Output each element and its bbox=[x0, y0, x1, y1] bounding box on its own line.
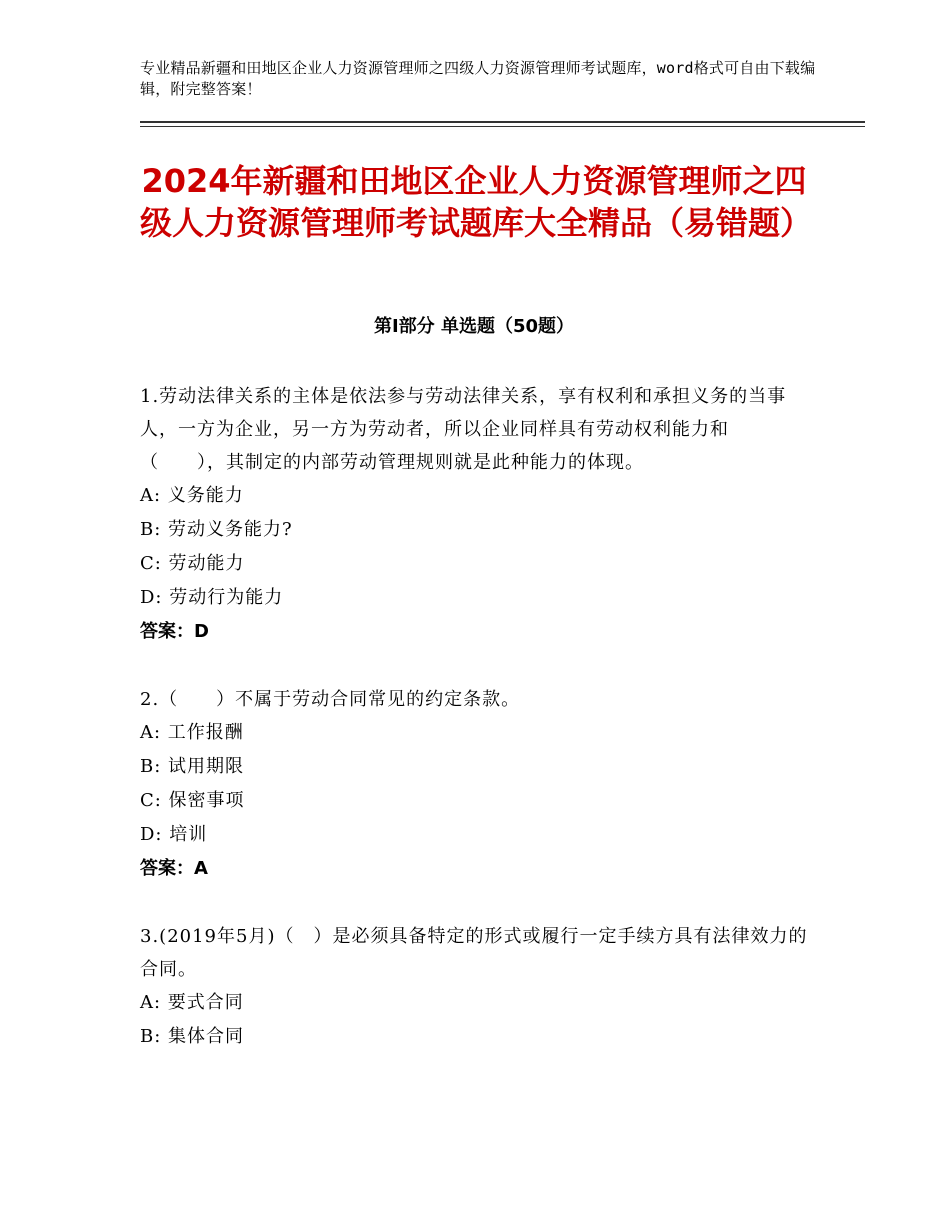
option-a: A: 工作报酬 bbox=[140, 722, 244, 743]
question-stem: 3.(2019年5月)（ ）是必须具备特定的形式或履行一定手续方具有法律效力的合同。 bbox=[140, 926, 808, 980]
option-c: C: 劳动能力 bbox=[140, 553, 245, 574]
question-2 bbox=[140, 683, 810, 886]
header-divider-thin bbox=[140, 126, 865, 127]
option-a: A: 要式合同 bbox=[140, 992, 244, 1013]
option-c: C: 保密事项 bbox=[140, 790, 245, 811]
answer-line: 答案：D bbox=[140, 621, 209, 642]
option-d: D: 劳动行为能力 bbox=[140, 587, 284, 608]
question-3 bbox=[140, 920, 810, 1054]
header-note: 专业精品新疆和田地区企业人力资源管理师之四级人力资源管理师考试题库，word格式可自由下载编辑，附完整答案！ bbox=[140, 59, 816, 98]
answer-line: 答案：A bbox=[140, 858, 208, 879]
question-stem: 1.劳动法律关系的主体是依法参与劳动法律关系，享有权利和承担义务的当事人，一方为企业，另一方为劳动者，所以企业同样具有劳动权利能力和（ ），其制定的内部劳动管理规则就是此种能力的体现。 bbox=[140, 386, 787, 473]
question-stem: 2.（ ）不属于劳动合同常见的约定条款。 bbox=[140, 689, 521, 710]
header-divider-thick bbox=[140, 121, 865, 123]
question-1 bbox=[140, 380, 810, 649]
question-list bbox=[140, 380, 810, 1088]
option-a: A: 义务能力 bbox=[140, 485, 244, 506]
option-b: B: 集体合同 bbox=[140, 1026, 245, 1047]
document-title: 2024年新疆和田地区企业人力资源管理师之四级人力资源管理师考试题库大全精品（易错题） bbox=[140, 162, 813, 242]
section-heading: 第Ⅰ部分 单选题（50题） bbox=[373, 316, 574, 337]
option-b: B: 劳动义务能力? bbox=[140, 519, 293, 540]
option-d: D: 培训 bbox=[140, 824, 208, 845]
option-b: B: 试用期限 bbox=[140, 756, 245, 777]
